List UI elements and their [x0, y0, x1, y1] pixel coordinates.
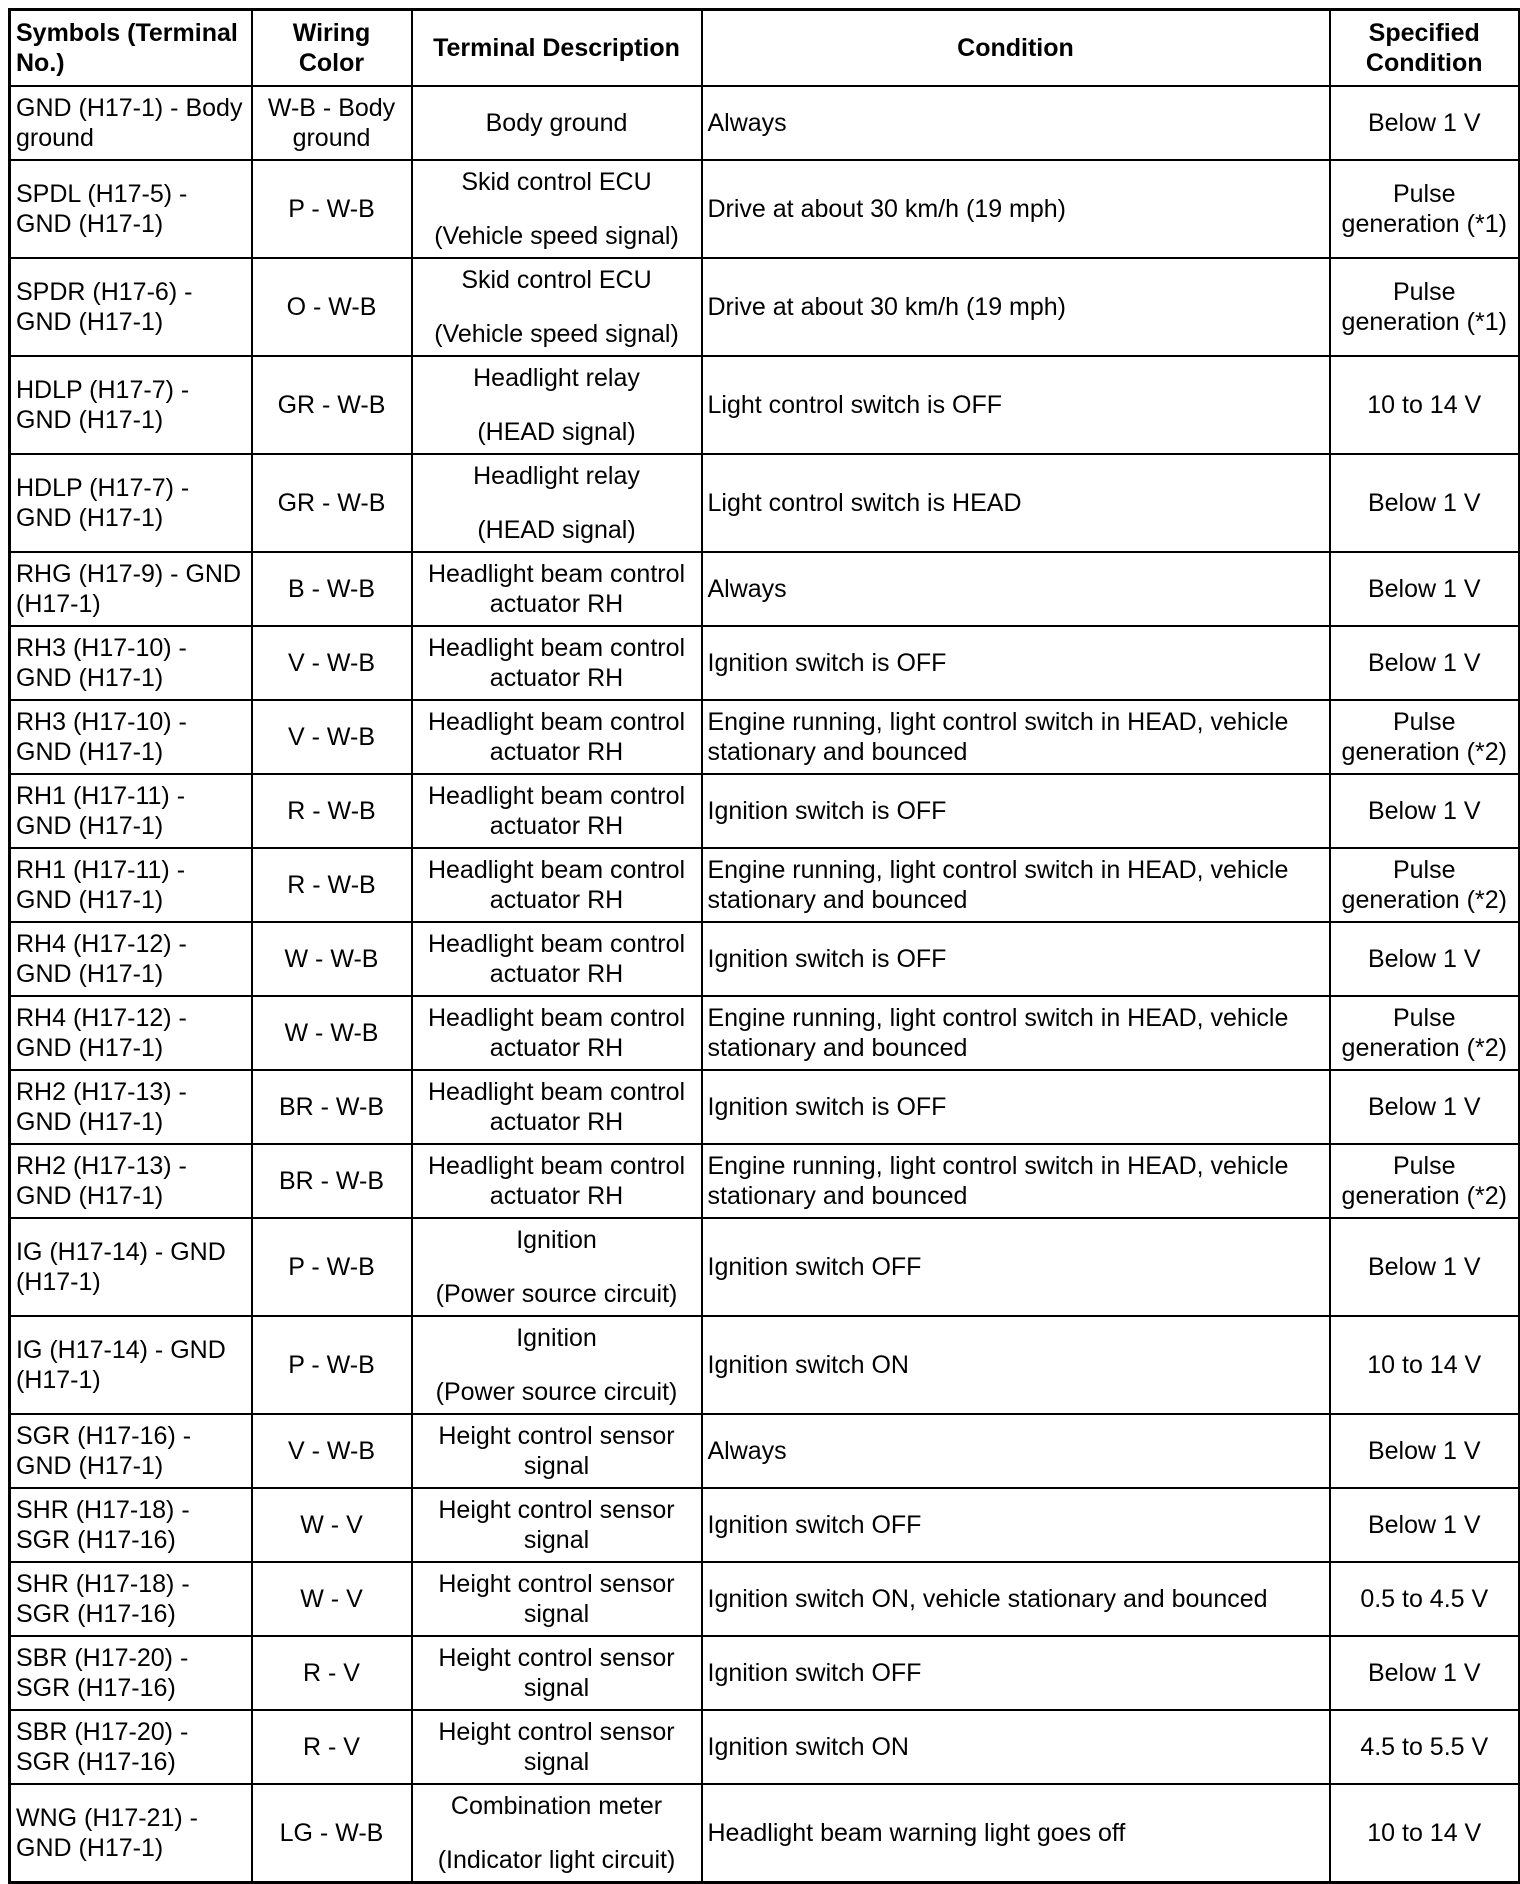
description-main-text: Headlight beam control actuator RH [427, 1078, 686, 1136]
cell-symbols: RH3 (H17-10) - GND (H17-1) [10, 626, 252, 700]
cell-symbols: SBR (H17-20) - SGR (H17-16) [10, 1710, 252, 1784]
cell-terminal-description [412, 1488, 702, 1562]
cell-specified-condition: 10 to 14 V [1330, 1784, 1520, 1883]
cell-condition: Headlight beam warning light goes off [702, 1784, 1330, 1883]
cell-terminal-description [412, 848, 702, 922]
description-main-text: Height control sensor signal [438, 1422, 675, 1480]
cell-wiring-color: B - W-B [252, 552, 412, 626]
cell-symbols: IG (H17-14) - GND (H17-1) [10, 1218, 252, 1316]
cell-symbols: SHR (H17-18) - SGR (H17-16) [10, 1488, 252, 1562]
cell-specified-condition: 4.5 to 5.5 V [1330, 1710, 1520, 1784]
description-main-text: Ignition [516, 1226, 597, 1254]
cell-condition: Ignition switch ON [702, 1710, 1330, 1784]
cell-wiring-color: BR - W-B [252, 1070, 412, 1144]
description-main-text: Headlight beam control actuator RH [427, 856, 686, 914]
cell-specified-condition: Pulse generation (*2) [1330, 700, 1520, 774]
cell-wiring-color: W - V [252, 1488, 412, 1562]
table-row [10, 1488, 1520, 1562]
description-main-text: Headlight beam control actuator RH [427, 930, 686, 988]
cell-specified-condition: Below 1 V [1330, 454, 1520, 552]
cell-symbols: HDLP (H17-7) - GND (H17-1) [10, 454, 252, 552]
table-row [10, 1784, 1520, 1883]
cell-terminal-description [412, 1414, 702, 1488]
cell-condition: Ignition switch is OFF [702, 774, 1330, 848]
cell-wiring-color: W - V [252, 1562, 412, 1636]
description-sub-text: (Vehicle speed signal) [434, 222, 679, 250]
cell-terminal-description [412, 626, 702, 700]
terminal-spec-table [8, 8, 1520, 1884]
cell-specified-condition: Below 1 V [1330, 922, 1520, 996]
cell-terminal-description [412, 454, 702, 552]
cell-symbols: HDLP (H17-7) - GND (H17-1) [10, 356, 252, 454]
cell-symbols: WNG (H17-21) - GND (H17-1) [10, 1784, 252, 1883]
description-main-text: Headlight beam control actuator RH [427, 634, 686, 692]
cell-wiring-color: V - W-B [252, 700, 412, 774]
cell-wiring-color: GR - W-B [252, 454, 412, 552]
cell-symbols: SHR (H17-18) - SGR (H17-16) [10, 1562, 252, 1636]
cell-specified-condition: Pulse generation (*2) [1330, 848, 1520, 922]
cell-wiring-color: P - W-B [252, 160, 412, 258]
header-symbols: Symbols (Terminal No.) [10, 10, 252, 87]
table-row [10, 848, 1520, 922]
cell-wiring-color: BR - W-B [252, 1144, 412, 1218]
table-row [10, 86, 1520, 160]
description-main-text: Height control sensor signal [438, 1644, 675, 1702]
cell-symbols: RH3 (H17-10) - GND (H17-1) [10, 700, 252, 774]
description-sub-text: (Power source circuit) [435, 1378, 678, 1406]
cell-specified-condition: Pulse generation (*2) [1330, 996, 1520, 1070]
cell-terminal-description [412, 258, 702, 356]
description-main-text: Height control sensor signal [438, 1496, 675, 1554]
cell-specified-condition: Pulse generation (*1) [1330, 258, 1520, 356]
cell-terminal-description [412, 1144, 702, 1218]
cell-specified-condition: Below 1 V [1330, 1488, 1520, 1562]
cell-symbols: SGR (H17-16) - GND (H17-1) [10, 1414, 252, 1488]
cell-specified-condition: 10 to 14 V [1330, 356, 1520, 454]
table-row [10, 922, 1520, 996]
cell-terminal-description [412, 1316, 702, 1414]
cell-symbols: SPDR (H17-6) - GND (H17-1) [10, 258, 252, 356]
table-row [10, 1710, 1520, 1784]
cell-specified-condition: Below 1 V [1330, 552, 1520, 626]
cell-condition: Engine running, light control switch in HEAD, vehicle stationary and bounced [702, 848, 1330, 922]
cell-condition: Drive at about 30 km/h (19 mph) [702, 160, 1330, 258]
table-header-row [10, 10, 1520, 87]
cell-specified-condition: Below 1 V [1330, 1070, 1520, 1144]
description-main-text: Skid control ECU [461, 168, 652, 196]
cell-condition: Engine running, light control switch in HEAD, vehicle stationary and bounced [702, 996, 1330, 1070]
table-row [10, 1218, 1520, 1316]
cell-condition: Light control switch is HEAD [702, 454, 1330, 552]
cell-terminal-description [412, 356, 702, 454]
header-terminal-description: Terminal Description [412, 10, 702, 87]
cell-terminal-description [412, 774, 702, 848]
description-sub-text: (Indicator light circuit) [437, 1846, 676, 1874]
cell-terminal-description [412, 160, 702, 258]
cell-specified-condition: Below 1 V [1330, 1636, 1520, 1710]
cell-condition: Drive at about 30 km/h (19 mph) [702, 258, 1330, 356]
cell-condition: Always [702, 1414, 1330, 1488]
cell-specified-condition: Below 1 V [1330, 774, 1520, 848]
table-row [10, 356, 1520, 454]
cell-specified-condition: Below 1 V [1330, 1218, 1520, 1316]
description-main-text: Height control sensor signal [438, 1570, 675, 1628]
description-main-text: Body ground [485, 109, 628, 137]
cell-wiring-color: W - W-B [252, 996, 412, 1070]
table-row [10, 1636, 1520, 1710]
cell-wiring-color: V - W-B [252, 626, 412, 700]
table-row [10, 1144, 1520, 1218]
cell-condition: Engine running, light control switch in HEAD, vehicle stationary and bounced [702, 700, 1330, 774]
cell-condition: Always [702, 86, 1330, 160]
description-main-text: Skid control ECU [461, 266, 652, 294]
cell-condition: Engine running, light control switch in HEAD, vehicle stationary and bounced [702, 1144, 1330, 1218]
description-main-text: Height control sensor signal [438, 1718, 675, 1776]
table-body [10, 86, 1520, 1883]
cell-wiring-color: P - W-B [252, 1316, 412, 1414]
cell-condition: Ignition switch is OFF [702, 1070, 1330, 1144]
table-row [10, 774, 1520, 848]
cell-wiring-color: R - V [252, 1636, 412, 1710]
description-main-text: Headlight beam control actuator RH [427, 1004, 686, 1062]
cell-symbols: RH1 (H17-11) - GND (H17-1) [10, 848, 252, 922]
cell-condition: Ignition switch is OFF [702, 922, 1330, 996]
description-main-text: Combination meter [450, 1792, 663, 1820]
cell-terminal-description [412, 700, 702, 774]
cell-terminal-description [412, 1784, 702, 1883]
description-main-text: Headlight beam control actuator RH [427, 560, 686, 618]
cell-specified-condition: Below 1 V [1330, 86, 1520, 160]
cell-condition: Ignition switch OFF [702, 1488, 1330, 1562]
cell-terminal-description [412, 86, 702, 160]
header-specified-condition: Specified Condition [1330, 10, 1520, 87]
cell-symbols: RH4 (H17-12) - GND (H17-1) [10, 922, 252, 996]
cell-wiring-color: R - W-B [252, 774, 412, 848]
cell-terminal-description [412, 1710, 702, 1784]
cell-symbols: SPDL (H17-5) - GND (H17-1) [10, 160, 252, 258]
cell-condition: Ignition switch is OFF [702, 626, 1330, 700]
description-sub-text: (Power source circuit) [435, 1280, 678, 1308]
cell-symbols: RH2 (H17-13) - GND (H17-1) [10, 1144, 252, 1218]
cell-condition: Ignition switch OFF [702, 1218, 1330, 1316]
cell-specified-condition: Pulse generation (*1) [1330, 160, 1520, 258]
header-condition: Condition [702, 10, 1330, 87]
header-wiring-color: Wiring Color [252, 10, 412, 87]
cell-symbols: SBR (H17-20) - SGR (H17-16) [10, 1636, 252, 1710]
description-main-text: Headlight beam control actuator RH [427, 1152, 686, 1210]
cell-condition: Ignition switch ON [702, 1316, 1330, 1414]
description-sub-text: (HEAD signal) [477, 516, 636, 544]
cell-terminal-description [412, 1070, 702, 1144]
description-main-text: Headlight relay [473, 364, 640, 392]
description-sub-text: (Vehicle speed signal) [434, 320, 679, 348]
table-row [10, 454, 1520, 552]
table-row [10, 996, 1520, 1070]
cell-condition: Ignition switch ON, vehicle stationary and bounced [702, 1562, 1330, 1636]
cell-specified-condition: Below 1 V [1330, 626, 1520, 700]
cell-wiring-color: V - W-B [252, 1414, 412, 1488]
table-row [10, 552, 1520, 626]
cell-terminal-description [412, 1218, 702, 1316]
cell-wiring-color: LG - W-B [252, 1784, 412, 1883]
cell-wiring-color: W-B - Body ground [252, 86, 412, 160]
description-main-text: Ignition [516, 1324, 597, 1352]
table-row [10, 1414, 1520, 1488]
cell-wiring-color: W - W-B [252, 922, 412, 996]
table-row [10, 1316, 1520, 1414]
cell-terminal-description [412, 1562, 702, 1636]
table-row [10, 1562, 1520, 1636]
cell-wiring-color: GR - W-B [252, 356, 412, 454]
description-main-text: Headlight beam control actuator RH [427, 708, 686, 766]
cell-specified-condition: 10 to 14 V [1330, 1316, 1520, 1414]
description-main-text: Headlight relay [473, 462, 640, 490]
description-main-text: Headlight beam control actuator RH [427, 782, 686, 840]
table-row [10, 1070, 1520, 1144]
cell-symbols: RH4 (H17-12) - GND (H17-1) [10, 996, 252, 1070]
cell-condition: Always [702, 552, 1330, 626]
cell-wiring-color: R - W-B [252, 848, 412, 922]
cell-condition: Light control switch is OFF [702, 356, 1330, 454]
cell-condition: Ignition switch OFF [702, 1636, 1330, 1710]
cell-terminal-description [412, 922, 702, 996]
cell-specified-condition: Below 1 V [1330, 1414, 1520, 1488]
cell-terminal-description [412, 552, 702, 626]
cell-symbols: RHG (H17-9) - GND (H17-1) [10, 552, 252, 626]
cell-terminal-description [412, 996, 702, 1070]
table-row [10, 160, 1520, 258]
cell-specified-condition: Pulse generation (*2) [1330, 1144, 1520, 1218]
table-row [10, 626, 1520, 700]
cell-wiring-color: R - V [252, 1710, 412, 1784]
cell-wiring-color: O - W-B [252, 258, 412, 356]
cell-wiring-color: P - W-B [252, 1218, 412, 1316]
table-row [10, 258, 1520, 356]
description-sub-text: (HEAD signal) [477, 418, 636, 446]
table-row [10, 700, 1520, 774]
cell-symbols: RH1 (H17-11) - GND (H17-1) [10, 774, 252, 848]
cell-terminal-description [412, 1636, 702, 1710]
cell-symbols: RH2 (H17-13) - GND (H17-1) [10, 1070, 252, 1144]
cell-symbols: IG (H17-14) - GND (H17-1) [10, 1316, 252, 1414]
cell-symbols: GND (H17-1) - Body ground [10, 86, 252, 160]
cell-specified-condition: 0.5 to 4.5 V [1330, 1562, 1520, 1636]
